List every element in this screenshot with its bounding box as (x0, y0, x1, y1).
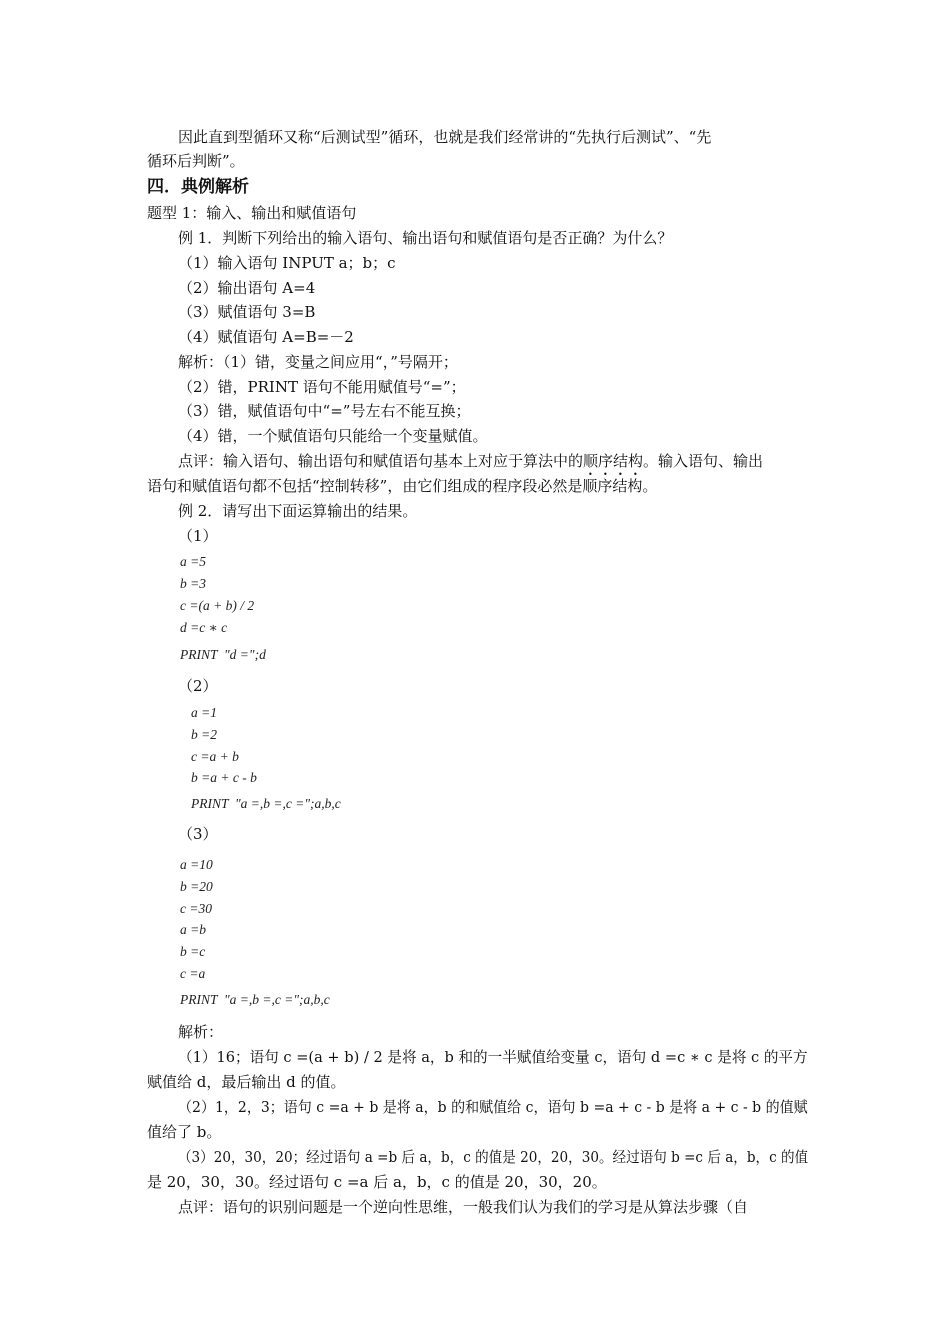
example1-analysis-1: 解析：（1）错，变量之间应用“，”号隔开； (178, 353, 458, 371)
part1-label: （1） (178, 527, 218, 545)
part2-code-5: PRINT "a =,b =,c =";a,b,c (191, 796, 341, 811)
part3-code-5: b =c (180, 944, 206, 959)
part1-code-2: b =3 (180, 576, 206, 591)
part3-code-3: c =30 (180, 901, 212, 916)
example2-answer-3: （3）20，30，20；经过语句 a =b 后 a，b，c 的值是 20，20，30。经过语句 b =c 后 a，b，c 的值 (178, 1148, 809, 1166)
part2-code-3: c =a + b (191, 749, 239, 764)
example1-analysis-3: （3）错，赋值语句中“=”号左右不能互换； (178, 402, 471, 420)
part1-code-1: a =5 (180, 554, 206, 569)
section-title: 四．典例解析 (147, 177, 249, 197)
comment-text-post: 。输入语句、输出 (643, 452, 764, 470)
example1-item-1: （1）输入语句 INPUT a；b；c (178, 254, 396, 272)
example2-answer-2-cont: 值给了 b。 (147, 1123, 222, 1141)
example2-question: 例 2．请写出下面运算输出的结果。 (178, 502, 418, 520)
part3-code-6: c =a (180, 966, 206, 981)
part3-code-7: PRINT "a =,b =,c =";a,b,c (180, 992, 330, 1007)
example1-analysis-4: （4）错，一个赋值语句只能给一个变量赋值。 (178, 427, 488, 445)
part1-code-5: PRINT "d =";d (180, 647, 266, 662)
example2-analysis-label: 解析： (178, 1023, 224, 1041)
part3-code-1: a =10 (180, 857, 213, 872)
intro-line-2: 循环后判断”。 (147, 152, 245, 170)
part1-code-4: d =c ∗ c (180, 620, 228, 635)
example2-answer-3-cont: 是 20，30，30。经过语句 c =a 后 a，b，c 的值是 20，30，20。 (147, 1173, 607, 1191)
part3-code-2: b =20 (180, 879, 213, 894)
example1-item-3: （3）赋值语句 3=B (178, 303, 316, 321)
comment-emphasis: 顺序结构 (583, 452, 644, 470)
example2-answer-1: （1）16；语句 c =(a + b) / 2 是将 a，b 和的一半赋值给变量 c，语句 d =c ∗ c 是将 c 的平方 (178, 1048, 808, 1066)
example2-answer-1-cont: 赋值给 d，最后输出 d 的值。 (147, 1073, 346, 1091)
example1-question: 例 1．判断下列给出的输入语句、输出语句和赋值语句是否正确？为什么？ (178, 229, 673, 247)
example2-answer-2: （2）1，2，3；语句 c =a + b 是将 a，b 的和赋值给 c，语句 b =a + c - b 是将 a + c - b 的值赋 (178, 1098, 808, 1116)
example1-item-2: （2）输出语句 A=4 (178, 279, 316, 297)
part2-code-1: a =1 (191, 705, 217, 720)
example2-comment: 点评：语句的识别问题是一个逆向性思维，一般我们认为我们的学习是从算法步骤（自 (178, 1198, 749, 1216)
topic-heading: 题型 1：输入、输出和赋值语句 (147, 204, 357, 222)
part2-code-2: b =2 (191, 727, 217, 742)
intro-line-1: 因此直到型循环又称“后测试型”循环，也就是我们经常讲的“先执行后测试”、“先 (178, 128, 712, 146)
part1-code-3: c =(a + b) / 2 (180, 598, 255, 613)
part2-code-4: b =a + c - b (191, 770, 257, 785)
part2-label: （2） (178, 677, 218, 695)
example1-comment-line-2: 语句和赋值语句都不包括“控制转移”，由它们组成的程序段必然是顺序结构。 (147, 477, 658, 495)
part3-code-4: a =b (180, 922, 206, 937)
example1-comment (178, 451, 763, 479)
example1-analysis-2: （2）错，PRINT 语句不能用赋值号“=”； (178, 378, 466, 396)
example1-item-4: （4）赋值语句 A=B=－2 (178, 328, 354, 346)
comment-text-pre: 点评：输入语句、输出语句和赋值语句基本上对应于算法中的 (178, 452, 584, 470)
part3-label: （3） (178, 825, 218, 843)
